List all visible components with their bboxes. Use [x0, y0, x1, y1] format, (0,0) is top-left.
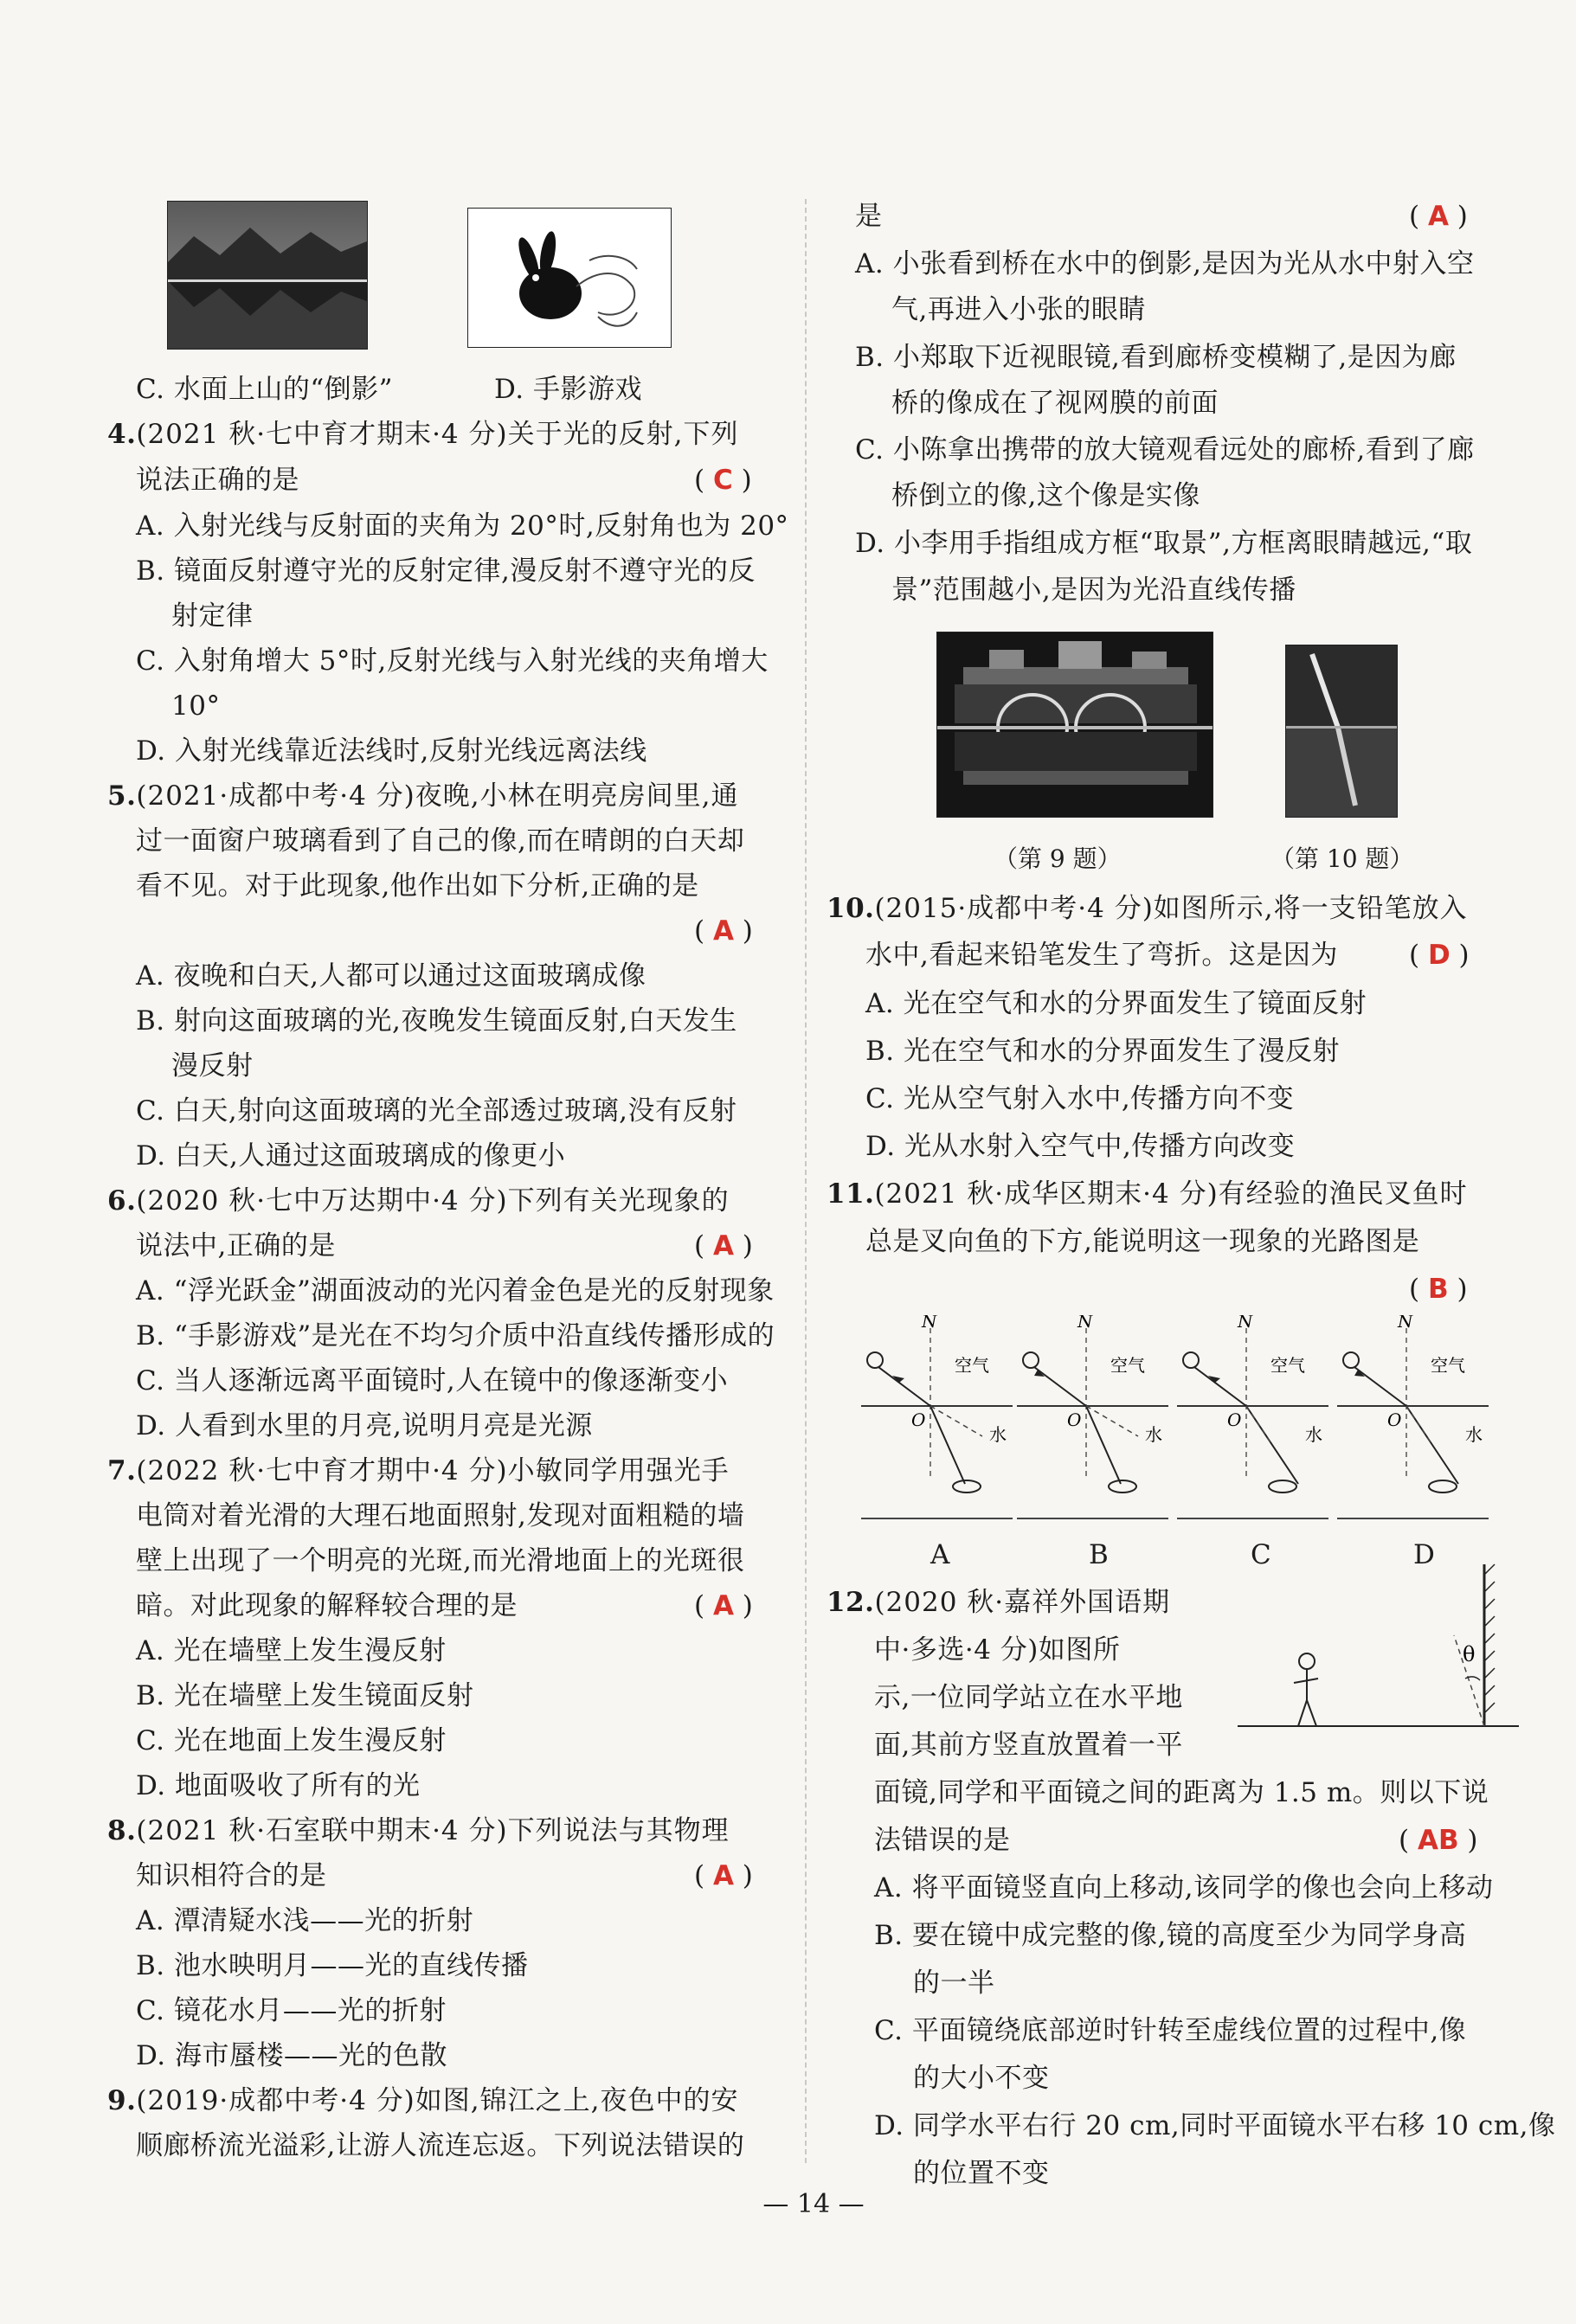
question-7-line3: 壁上出现了一个明亮的光斑,而光滑地面上的光斑很 [136, 1545, 745, 1576]
option-d: D. 白天,人通过这面玻璃成的像更小 [136, 1140, 566, 1172]
answer-letter: B [1427, 1274, 1449, 1305]
bridge-night-photo [936, 632, 1213, 818]
question-12-line5: 面镜,同学和平面镜之间的距离为 1.5 m。则以下说 [874, 1777, 1489, 1808]
pencil-in-water-photo [1285, 645, 1398, 818]
answer-slot: ( A ) [694, 1590, 753, 1621]
diagram-label-a: A [930, 1539, 950, 1570]
option-b: B. 射向这面玻璃的光,夜晚发生镜面反射,白天发生 [136, 1005, 737, 1037]
option-d: D. 人看到水里的月亮,说明月亮是光源 [136, 1410, 593, 1441]
option-c: C. 小陈拿出携带的放大镜观看远处的廊桥,看到了廊 [855, 434, 1475, 465]
option-a: A. 夜晚和白天,人都可以通过这面玻璃成像 [136, 960, 646, 992]
origin-label: O [1067, 1409, 1082, 1430]
option-c: C. 入射角增大 5°时,反射光线与入射光线的夹角增大 [136, 645, 769, 677]
option-b: B. 光在空气和水的分界面发生了漫反射 [865, 1036, 1340, 1067]
light-path-diagrams [861, 1315, 1519, 1531]
question-4-line2: 说法正确的是 [136, 465, 299, 496]
option-a: A. 小张看到桥在水中的倒影,是因为光从水中射入空 [855, 248, 1475, 279]
question-10-line1: 10.(2015·成都中考·4 分)如图所示,将一支铅笔放入 [827, 893, 1468, 924]
option-d: D. 海市蜃楼——光的色散 [136, 2040, 447, 2071]
question-9-line1: 9.(2019·成都中考·4 分)如图,锦江之上,夜色中的安 [107, 2085, 739, 2116]
option-c-cont: 10° [171, 690, 221, 722]
diagram-c [1177, 1315, 1328, 1518]
page-number-value: 14 [796, 2189, 831, 2219]
figure-caption-d: D. 手影游戏 [494, 374, 642, 405]
hand-shadow-picture [467, 208, 672, 348]
question-number: 10. [827, 893, 875, 924]
question-number: 6. [107, 1185, 137, 1217]
option-c: C. 镜花水月——光的折射 [136, 1995, 447, 2026]
question-8-line2: 知识相符合的是 [136, 1860, 327, 1891]
option-d: D. 地面吸收了所有的光 [136, 1770, 421, 1801]
origin-label: O [1227, 1409, 1242, 1430]
option-d-cont: 的位置不变 [913, 2158, 1050, 2189]
option-c: C. 当人逐渐远离平面镜时,人在镜中的像逐渐变小 [136, 1365, 729, 1396]
normal-label: N [1077, 1315, 1093, 1332]
mirror-person-diagram [1233, 1557, 1523, 1735]
option-a: A. “浮光跃金”湖面波动的光闪着金色是光的反射现象 [136, 1275, 775, 1306]
option-a: A. 光在空气和水的分界面发生了镜面反射 [865, 988, 1367, 1019]
question-9-line2: 顺廊桥流光溢彩,让游人流连忘返。下列说法错误的 [136, 2130, 745, 2161]
question-7-line2: 电筒对着光滑的大理石地面照射,发现对面粗糙的墙 [136, 1500, 745, 1531]
mountain-reflection-photo [167, 201, 368, 350]
question-number: 9. [107, 2085, 137, 2116]
answer-slot: ( B ) [1409, 1274, 1468, 1305]
normal-label: N [1238, 1315, 1253, 1332]
question-number: 8. [107, 1815, 137, 1846]
water-label: 水 [989, 1424, 1007, 1445]
angle-label: θ [1463, 1642, 1476, 1666]
option-a-cont: 气,再进入小张的眼睛 [891, 294, 1146, 325]
option-b-cont: 漫反射 [171, 1050, 254, 1082]
diagram-b [1017, 1315, 1168, 1518]
option-b: B. 镜面反射遵守光的反射定律,漫反射不遵守光的反 [136, 555, 756, 587]
figure-caption-c: C. 水面上山的“倒影” [136, 374, 394, 405]
question-7-line4: 暗。对此现象的解释较合理的是 [136, 1590, 518, 1621]
question-9-line3: 是 [855, 201, 883, 232]
option-c-cont: 的大小不变 [913, 2063, 1050, 2094]
option-d: D. 入射光线靠近法线时,反射光线远离法线 [136, 735, 647, 767]
question-5-line3: 看不见。对于此现象,他作出如下分析,正确的是 [136, 870, 699, 902]
answer-slot: ( A ) [694, 1230, 753, 1262]
air-label: 空气 [1110, 1355, 1145, 1376]
option-a: A. 入射光线与反射面的夹角为 20°时,反射角也为 20° [136, 510, 789, 542]
option-d: D. 小李用手指组成方框“取景”,方框离眼睛越远,“取 [855, 528, 1473, 559]
origin-label: O [911, 1409, 926, 1430]
option-d: D. 同学水平右行 20 cm,同时平面镜水平右移 10 cm,像 [874, 2110, 1556, 2141]
diagram-label-b: B [1089, 1539, 1110, 1570]
answer-letter: C [712, 465, 733, 496]
question-12-line4: 面,其前方竖直放置着一平 [874, 1730, 1183, 1761]
water-label: 水 [1465, 1424, 1483, 1445]
option-a: A. 光在墙壁上发生漫反射 [136, 1635, 447, 1666]
option-c-cont: 桥倒立的像,这个像是实像 [891, 480, 1200, 511]
answer-slot: ( C ) [694, 465, 752, 496]
answer-slot: ( A ) [694, 1860, 753, 1891]
diagram-a [861, 1315, 1013, 1518]
question-8-line1: 8.(2021 秋·石室联中期末·4 分)下列说法与其物理 [107, 1815, 730, 1846]
answer-letter: D [1427, 940, 1451, 971]
column-divider [805, 199, 807, 2163]
option-b: B. “手影游戏”是光在不均匀介质中沿直线传播形成的 [136, 1320, 775, 1351]
question-12-line2: 中·多选·4 分)如图所 [874, 1634, 1121, 1666]
option-a: A. 潭清疑水浅——光的折射 [136, 1905, 474, 1936]
question-number: 11. [827, 1178, 875, 1210]
option-b: B. 池水映明月——光的直线传播 [136, 1950, 529, 1981]
question-number: 12. [827, 1587, 875, 1618]
question-6-line2: 说法中,正确的是 [136, 1230, 336, 1262]
option-c: C. 白天,射向这面玻璃的光全部透过玻璃,没有反射 [136, 1095, 737, 1127]
question-4-line1: 4.(2021 秋·七中育才期末·4 分)关于光的反射,下列 [107, 419, 739, 450]
question-5-line2: 过一面窗户玻璃看到了自己的像,而在晴朗的白天却 [136, 825, 745, 857]
question-11-line1: 11.(2021 秋·成华区期末·4 分)有经验的渔民叉鱼时 [827, 1178, 1468, 1210]
option-c: C. 光从空气射入水中,传播方向不变 [865, 1083, 1295, 1114]
option-b: B. 要在镜中成完整的像,镜的高度至少为同学身高 [874, 1920, 1467, 1951]
water-label: 水 [1305, 1424, 1322, 1445]
question-number: 4. [107, 419, 137, 450]
answer-slot: ( AB ) [1399, 1825, 1478, 1856]
answer-letter: A [712, 1590, 734, 1621]
air-label: 空气 [955, 1355, 989, 1376]
question-number: 7. [107, 1455, 137, 1486]
answer-slot: ( A ) [1409, 201, 1468, 232]
question-6-line1: 6.(2020 秋·七中万达期中·4 分)下列有关光现象的 [107, 1185, 730, 1217]
diagram-d [1337, 1315, 1489, 1518]
answer-slot: ( A ) [694, 915, 753, 947]
option-b-cont: 桥的像成在了视网膜的前面 [891, 388, 1219, 419]
option-c: C. 光在地面上发生漫反射 [136, 1725, 447, 1756]
answer-letter: A [712, 1230, 734, 1262]
option-a: A. 将平面镜竖直向上移动,该同学的像也会向上移动 [874, 1872, 1494, 1903]
question-5-line1: 5.(2021·成都中考·4 分)夜晚,小林在明亮房间里,通 [107, 780, 739, 812]
question-12-line1: 12.(2020 秋·嘉祥外国语期 [827, 1587, 1171, 1618]
answer-letter: A [1427, 201, 1449, 232]
question-12-line6: 法错误的是 [874, 1825, 1011, 1856]
answer-letter: AB [1417, 1825, 1459, 1856]
diagram-label-d: D [1413, 1539, 1436, 1570]
page-number: — 14 — [762, 2189, 865, 2219]
option-b-cont: 的一半 [913, 1968, 995, 1999]
answer-slot: ( D ) [1409, 940, 1470, 971]
water-label: 水 [1145, 1424, 1162, 1445]
option-b: B. 光在墙壁上发生镜面反射 [136, 1680, 474, 1711]
question-10-line2: 水中,看起来铅笔发生了弯折。这是因为 [865, 940, 1338, 971]
question-11-line2: 总是叉向鱼的下方,能说明这一现象的光路图是 [865, 1226, 1420, 1257]
figure-caption-q10: （第 10 题） [1270, 844, 1414, 873]
option-c: C. 平面镜绕底部逆时针转至虚线位置的过程中,像 [874, 2015, 1467, 2046]
figure-caption-q9: （第 9 题） [994, 844, 1122, 873]
origin-label: O [1387, 1409, 1402, 1430]
question-12-line3: 示,一位同学站立在水平地 [874, 1682, 1183, 1713]
option-b: B. 小郑取下近视眼镜,看到廊桥变模糊了,是因为廊 [855, 342, 1457, 373]
air-label: 空气 [1431, 1355, 1465, 1376]
answer-letter: A [712, 1860, 734, 1891]
normal-label: N [1398, 1315, 1413, 1332]
diagram-label-c: C [1251, 1539, 1272, 1570]
normal-label: N [922, 1315, 937, 1332]
air-label: 空气 [1270, 1355, 1305, 1376]
question-number: 5. [107, 780, 137, 812]
answer-letter: A [712, 915, 734, 947]
question-7-line1: 7.(2022 秋·七中育才期中·4 分)小敏同学用强光手 [107, 1455, 730, 1486]
option-d: D. 光从水射入空气中,传播方向改变 [865, 1131, 1296, 1162]
option-b-cont: 射定律 [171, 600, 254, 632]
option-d-cont: 景”范围越小,是因为光沿直线传播 [891, 575, 1296, 606]
